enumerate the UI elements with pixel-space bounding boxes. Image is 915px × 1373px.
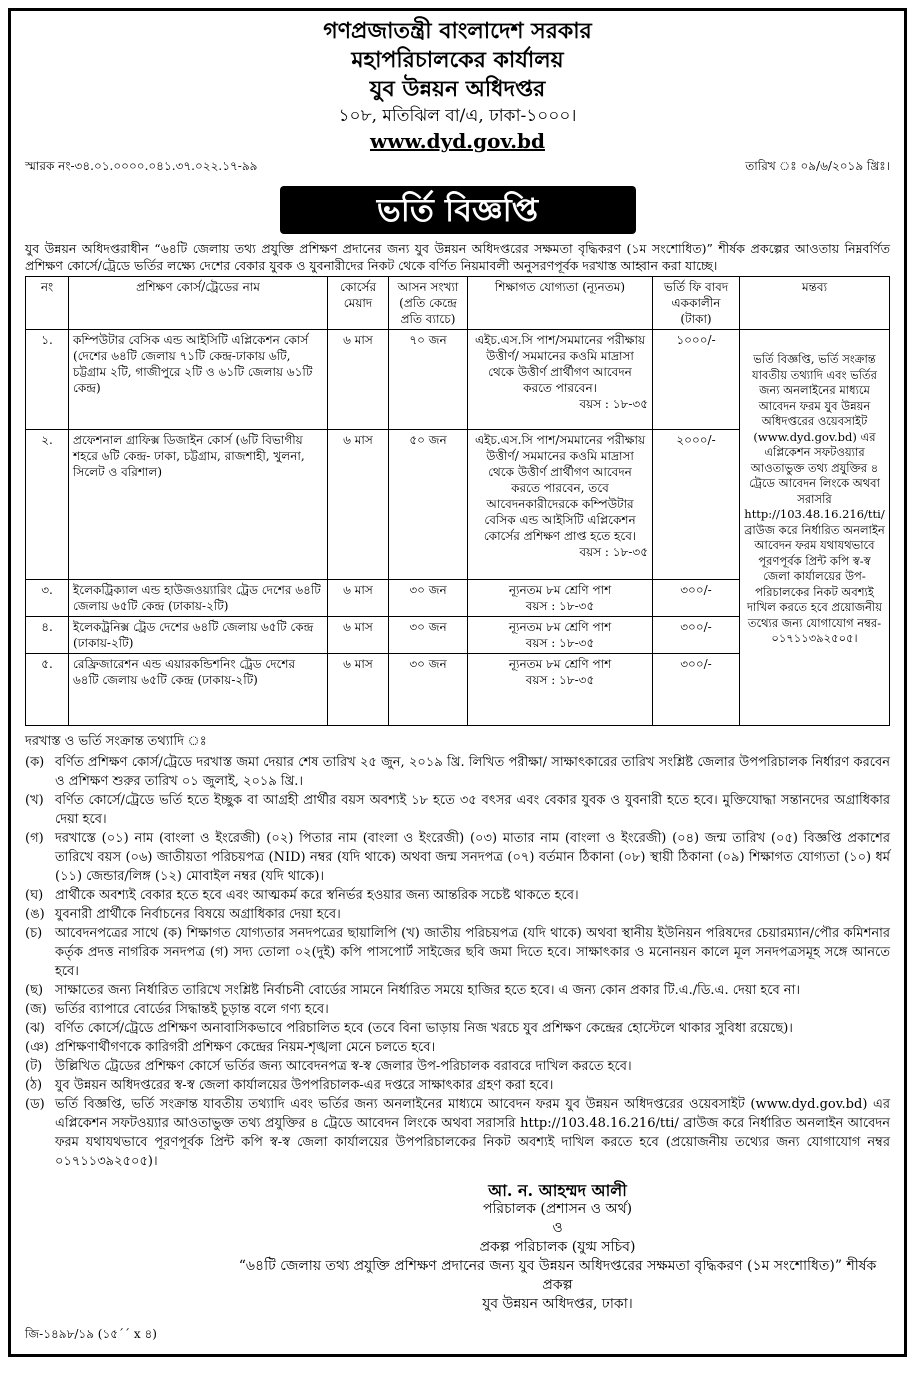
col-seats: আসন সংখ্যা (প্রতি কেন্দ্রে প্রতি ব্যাচে) [389, 277, 468, 330]
note-key: (ঘ) [25, 888, 44, 903]
note-item [25, 1057, 890, 1076]
col-fee: ভর্তি ফি বাবদ এককালীন (টাকা) [653, 277, 740, 330]
note-text: প্রার্থীকে অবশ্যই বেকার হতে হবে এবং আত্মকর্ম করে স্বনির্ভর হওয়ার জন্য আন্তরিক সচেষ্ট থাকতে হবে। [55, 888, 579, 903]
row-course: প্রফেশনাল গ্রাফিক্স ডিজাইন কোর্স (৬টি বিভাগীয় শহরে ৬টি কেন্দ্র- ঢাকা, চট্টগ্রাম, রাজশাহী, খুলনা, সিলেট ও বরিশাল) [69, 430, 328, 580]
qualification-text: ন্যূনতম ৮ম শ্রেণি পাশ [508, 583, 612, 597]
note-text: আবেদনপত্রের সাথে (ক) শিক্ষাগত যোগ্যতার সনদপত্রের ছায়ালিপি (খ) জাতীয় পরিচয়পত্র (যদি থাকে) অথবা স্থানীয় ইউনিয়ন পরিষদের চেয়ারম্যান/পৌর কমিশনার কর্তৃক প্রদত্ত নাগরিক সনদপত্র (গ) সদ্য তোলা ০২(দুই) কপি পাসপোর্ট সাইজের ছবি জমা দিতে হবে। সাক্ষাৎকার ও মনোনয়ন কালে মূল সনদপত্রসমূহ সঙ্গে আনতে হবে। [55, 926, 890, 979]
row-duration: ৬ মাস [328, 330, 389, 430]
note-key: (ক) [25, 755, 45, 770]
qualification-text: এইচ.এস.সি পাশ/সমমানের পরীক্ষায় উত্তীর্ণ/ সমমানের কওমি মাদ্রাসা থেকে উত্তীর্ণ প্রার্থীগণ আবেদন করতে পারবেন। [474, 333, 646, 395]
signatory-title: পরিচালক (প্রশাসন ও অর্থ) [482, 1201, 633, 1217]
note-text: যুব উন্নয়ন অধিদপ্তরের স্ব-স্ব জেলা কার্যালয়ের উপপরিচালক-এর দপ্তরে সাক্ষাৎকার গ্রহণ করা হবে। [55, 1078, 554, 1093]
address: ১০৮, মতিঝিল বা/এ, ঢাকা-১০০০। [338, 106, 577, 126]
note-item [25, 886, 890, 905]
remarks-cell: ভর্তি বিজ্ঞপ্তি, ভর্তি সংক্রান্ত যাবতীয় তথ্যাদি এবং ভর্তির জন্য অনলাইনের মাধ্যমে আবেদন ফরম যুব উন্নয়ন অধিদপ্তরের ওয়েবসাইট (www.dyd.gov.bd) এর এপ্লিকেশন সফটওয়্যার আওতাভুক্ত তথ্য প্রযুক্তির ৪ ট্রেডে আবেদন লিংকে অথবা সরাসরি http://103.48.16.216/tti/ ব্রাউজ করে নির্ধারিত অনলাইন আবেদন ফরম যথাযথভাবে পূরণপূর্বক প্রিন্ট কপি স্ব-স্ব জেলা কার্যালয়ের উপ-পরিচালকের নিকট অবশ্যই দাখিল করতে হবে প্রয়োজনীয় তথ্যের জন্য যোগাযোগ নম্বর- ০১৭১১৩৯২৫০৫। [740, 330, 890, 726]
row-fee: ৩০০/- [653, 654, 740, 726]
note-key: (ঙ) [25, 907, 45, 922]
row-no: ১. [26, 330, 69, 430]
note-item [25, 829, 890, 886]
note-text: প্রশিক্ষণার্থীগণকে কারিগরী প্রশিক্ষণ কেন্দ্রের নিয়ম-শৃঙ্খলা মেনে চলতে হবে। [55, 1040, 436, 1055]
col-remarks: মন্তব্য [740, 277, 890, 330]
table-row [26, 330, 890, 430]
notice-page [8, 8, 907, 1357]
office-title: মহাপরিচালকের কার্যালয় [351, 47, 564, 73]
qualification-text: এইচ.এস.সি পাশ/সমমানের পরীক্ষায় উত্তীর্ণ/ সমমানের কওমি মাদ্রাসা থেকে উত্তীর্ণ প্রার্থীগণ আবেদন করতে পারবেন, তবে আবেদনকারীদেরকে কম্পিউটার বেসিক এন্ড আইসিটি এপ্লিকেশন কোর্সের প্রশিক্ষণ প্রাপ্ত হতে হবে। [474, 433, 646, 543]
row-qualification [468, 580, 653, 617]
row-seats: ৩০ জন [389, 617, 468, 654]
row-course: ইলেকট্রিক্যাল এন্ড হাউজওয়্যারিং ট্রেড দেশের ৬৪টি জেলায় ৬৫টি কেন্দ্র (ঢাকায়-২টি) [69, 580, 328, 617]
note-text: বর্ণিত কোর্সে/ট্রেডে ভর্তি হতে ইচ্ছুক বা আগ্রহী প্রার্থীর বয়স অবশ্যই ১৮ হতে ৩৫ বৎসর এবং বেকার যুবক ও যুবনারী হতে হবে। মুক্তিযোদ্ধা সন্তানদের অগ্রাধিকার দেয়া হবে। [55, 793, 890, 827]
signatory-office: যুব উন্নয়ন অধিদপ্তর, ঢাকা। [482, 1296, 633, 1312]
notice-banner: ভর্তি বিজ্ঞপ্তি [280, 186, 636, 234]
notes-list [25, 753, 890, 1171]
row-seats: ৫০ জন [389, 430, 468, 580]
note-item [25, 1038, 890, 1057]
row-qualification [468, 617, 653, 654]
row-course: রেফ্রিজারেশন এন্ড এয়ারকন্ডিশনিং ট্রেড দেশের ৬৪টি জেলায় ৬৫টি কেন্দ্র (ঢাকায়-২টি) [69, 654, 328, 726]
header [25, 17, 890, 154]
note-text: ভর্তির ব্যাপারে বোর্ডের সিদ্ধান্তই চূড়ান্ত বলে গণ্য হবে। [55, 1002, 329, 1017]
gov-title: গণপ্রজাতন্ত্রী বাংলাদেশ সরকার [323, 18, 592, 44]
notes-title: দরখাস্ত ও ভর্তি সংক্রান্ত তথ্যাদি ঃ [25, 734, 207, 749]
row-duration: ৬ মাস [328, 430, 389, 580]
row-seats: ৭০ জন [389, 330, 468, 430]
note-key: (খ) [25, 793, 44, 808]
note-text: বর্ণিত কোর্সে/ট্রেডে প্রশিক্ষণ অনাবাসিকভাবে পরিচালিত হবে (তবে বিনা ভাড়ায় নিজ খরচে যুব প্রশিক্ষণ কেন্দ্রের হোস্টেলে থাকার সুবিধা রয়েছে)। [55, 1021, 793, 1036]
note-item [25, 905, 890, 924]
note-text: ভর্তি বিজ্ঞপ্তি, ভর্তি সংক্রান্ত যাবতীয় তথ্যাদি এবং ভর্তির জন্য অনলাইনের মাধ্যমে আবেদন ফরম যুব উন্নয়ন অধিদপ্তরের ওয়েবসাইট (www.dyd.gov.bd) এর এপ্লিকেশন সফটওয়্যার আওতাভুক্ত তথ্য প্রযুক্তির ৪ ট্রেডে আবেদন লিংকে অথবা সরাসরি http://103.48.16.216/tti/ ব্রাউজ করে নির্ধারিত অনলাইন আবেদন ফরম যথাযথভাবে পূরণপূর্বক প্রিন্ট কপি স্ব-স্ব জেলা কার্যালয়ের উপপরিচালকের নিকট অবশ্যই দাখিল করতে হবে (প্রয়োজনীয় তথ্যের জন্য যোগাযোগ নম্বর ০১৭১১৩৯২৫০৫)। [55, 1097, 890, 1169]
qualification-text: ন্যূনতম ৮ম শ্রেণি পাশ [508, 657, 612, 671]
row-seats: ৩০ জন [389, 654, 468, 726]
row-no: ২. [26, 430, 69, 580]
note-item [25, 1000, 890, 1019]
signatory-title-2: প্রকল্প পরিচালক (যুগ্ম সচিব) [479, 1239, 636, 1255]
note-text: বর্ণিত প্রশিক্ষণ কোর্স/ট্রেডে দরখাস্ত জমা দেয়ার শেষ তারিখ ২৫ জুন, ২০১৯ খ্রি. লিখিত পরীক্ষা/ সাক্ষাৎকারের তারিখ সংশ্লিষ্ট জেলার উপপরিচালক নির্ধারণ করবেন ও প্রশিক্ষণ শুরুর তারিখ ০১ জুলাই, ২০১৯ খ্রি.। [55, 755, 890, 789]
row-no: ৫. [26, 654, 69, 726]
note-text: সাক্ষাতের জন্য নির্ধারিত তারিখে সংশ্লিষ্ট নির্বাচনী বোর্ডের সামনে নির্ধারিত সময়ে হাজির হতে হবে। এ জন্য কোন প্রকার টি.এ./ডি.এ. দেয়া হবে না। [55, 983, 800, 998]
row-course: কম্পিউটার বেসিক এন্ড আইসিটি এপ্লিকেশন কোর্স (দেশের ৬৪টি জেলায় ৭১টি কেন্দ্র-ঢাকায় ৬টি, চট্টগ্রাম ২টি, গাজীপুরে ২টি ও ৬১টি জেলায় ৬১টি কেন্দ্র) [69, 330, 328, 430]
memo-number: স্মারক নং-৩৪.০১.০০০০.০৪১.৩৭.০২২.১৭-৯৯ [25, 159, 258, 173]
signatory-and: ও [552, 1220, 563, 1236]
note-key: (ঠ) [25, 1078, 43, 1093]
row-fee: ৩০০/- [653, 617, 740, 654]
note-item [25, 1095, 890, 1171]
note-key: (চ) [25, 926, 43, 941]
note-text: উল্লিখিত ট্রেডের প্রশিক্ষণ কোর্সে ভর্তির জন্য আবেদনপত্র স্ব-স্ব জেলার উপ-পরিচালক বরাবরে দাখিল করতে হবে। [55, 1059, 632, 1074]
col-qualification: শিক্ষাগত যোগ্যতা (ন্যূনতম) [468, 277, 653, 330]
col-no: নং [26, 277, 69, 330]
age-text: বয়স : ১৮-৩৫ [525, 599, 595, 613]
note-key: (ট) [25, 1059, 43, 1074]
row-fee: ১০০০/- [653, 330, 740, 430]
note-item [25, 924, 890, 981]
row-qualification [468, 330, 653, 430]
row-no: ৩. [26, 580, 69, 617]
age-text: বয়স : ১৮-৩৫ [579, 397, 648, 411]
note-key: (ছ) [25, 983, 44, 998]
reference-row [25, 158, 890, 178]
note-key: (গ) [25, 831, 44, 846]
row-seats: ৩০ জন [389, 580, 468, 617]
qualification-text: ন্যূনতম ৮ম শ্রেণি পাশ [508, 620, 612, 634]
note-item [25, 791, 890, 829]
col-duration: কোর্সের মেয়াদ [328, 277, 389, 330]
row-fee: ২০০০/- [653, 430, 740, 580]
footer-code: জি-১৪৯৮/১৯ (১৫´´ x ৪) [25, 1327, 157, 1341]
note-item [25, 753, 890, 791]
row-duration: ৬ মাস [328, 580, 389, 617]
row-duration: ৬ মাস [328, 654, 389, 726]
note-key: (ড) [25, 1097, 45, 1112]
age-text: বয়স : ১৮-৩৫ [579, 545, 648, 559]
department-title: যুব উন্নয়ন অধিদপ্তর [369, 76, 546, 102]
row-course: ইলেকট্রনিক্স ট্রেড দেশের ৬৪টি জেলায় ৬৫টি কেন্দ্র (ঢাকায়-২টি) [69, 617, 328, 654]
note-item [25, 981, 890, 1000]
note-key: (ঞ) [25, 1040, 49, 1055]
signature-block [225, 1181, 890, 1314]
signatory-name: আ. ন. আহম্মদ আলী [488, 1181, 627, 1200]
row-qualification [468, 654, 653, 726]
intro-paragraph: যুব উন্নয়ন অধিদপ্তরাধীন “৬৪টি জেলায় তথ্য প্রযুক্তি প্রশিক্ষণ প্রদানের জন্য যুব উন্নয়ন অধিদপ্তরের সক্ষমতা বৃদ্ধিকরণ (১ম সংশোধিত)” শীর্ষক প্রকল্পের আওতায় নিম্নবর্ণিত প্রশিক্ষণ কোর্সে/ট্রেডে ভর্তির লক্ষ্যে দেশের বেকার যুবক ও যুবনারীদের নিকট থেকে বর্ণিত নিয়মাবলী অনুসরণপূর্বক দরখাস্ত আহ্বান করা যাচ্ছে। [25, 241, 890, 273]
table-header-row [26, 277, 890, 330]
note-item [25, 1076, 890, 1095]
row-duration: ৬ মাস [328, 617, 389, 654]
row-fee: ৩০০/- [653, 580, 740, 617]
website-link[interactable]: www.dyd.gov.bd [369, 129, 546, 153]
course-table [25, 276, 890, 726]
age-text: বয়স : ১৮-৩৫ [525, 673, 595, 687]
row-qualification [468, 430, 653, 580]
note-key: (জ) [25, 1002, 47, 1017]
notice-date: তারিখ ঃ ০৯/৬/২০১৯ খ্রিঃ। [745, 159, 890, 173]
row-no: ৪. [26, 617, 69, 654]
note-item [25, 1019, 890, 1038]
project-name: “৬৪টি জেলায় তথ্য প্রযুক্তি প্রশিক্ষণ প্রদানের জন্য যুব উন্নয়ন অধিদপ্তরের সক্ষমতা বৃদ্ধিকরণ (১ম সংশোধিত)” শীর্ষক প্রকল্প [238, 1258, 877, 1293]
col-course: প্রশিক্ষণ কোর্স/ট্রেডের নাম [69, 277, 328, 330]
note-text: যুবনারী প্রার্থীকে নির্বাচনের বিষয়ে অগ্রাধিকার দেয়া হবে। [55, 907, 341, 922]
age-text: বয়স : ১৮-৩৫ [525, 636, 595, 650]
note-key: (ঝ) [25, 1021, 45, 1036]
note-text: দরখাস্তে (০১) নাম (বাংলা ও ইংরেজী) (০২) পিতার নাম (বাংলা ও ইংরেজী) (০৩) মাতার নাম (বাংলা ও ইংরেজী) (০৪) জন্ম তারিখ (০৫) বিজ্ঞপ্তি প্রকাশের তারিখে বয়স (০৬) জাতীয়তা পরিচয়পত্র (NID) নম্বর (যদি থাকে) অথবা জন্ম সনদপত্র (০৭) বর্তমান ঠিকানা (০৮) স্থায়ী ঠিকানা (০৯) শিক্ষাগত যোগ্যতা (১০) ধর্ম (১১) জেন্ডার/লিঙ্গ (১২) মোবাইল নম্বর (যদি থাকে)। [55, 831, 890, 884]
